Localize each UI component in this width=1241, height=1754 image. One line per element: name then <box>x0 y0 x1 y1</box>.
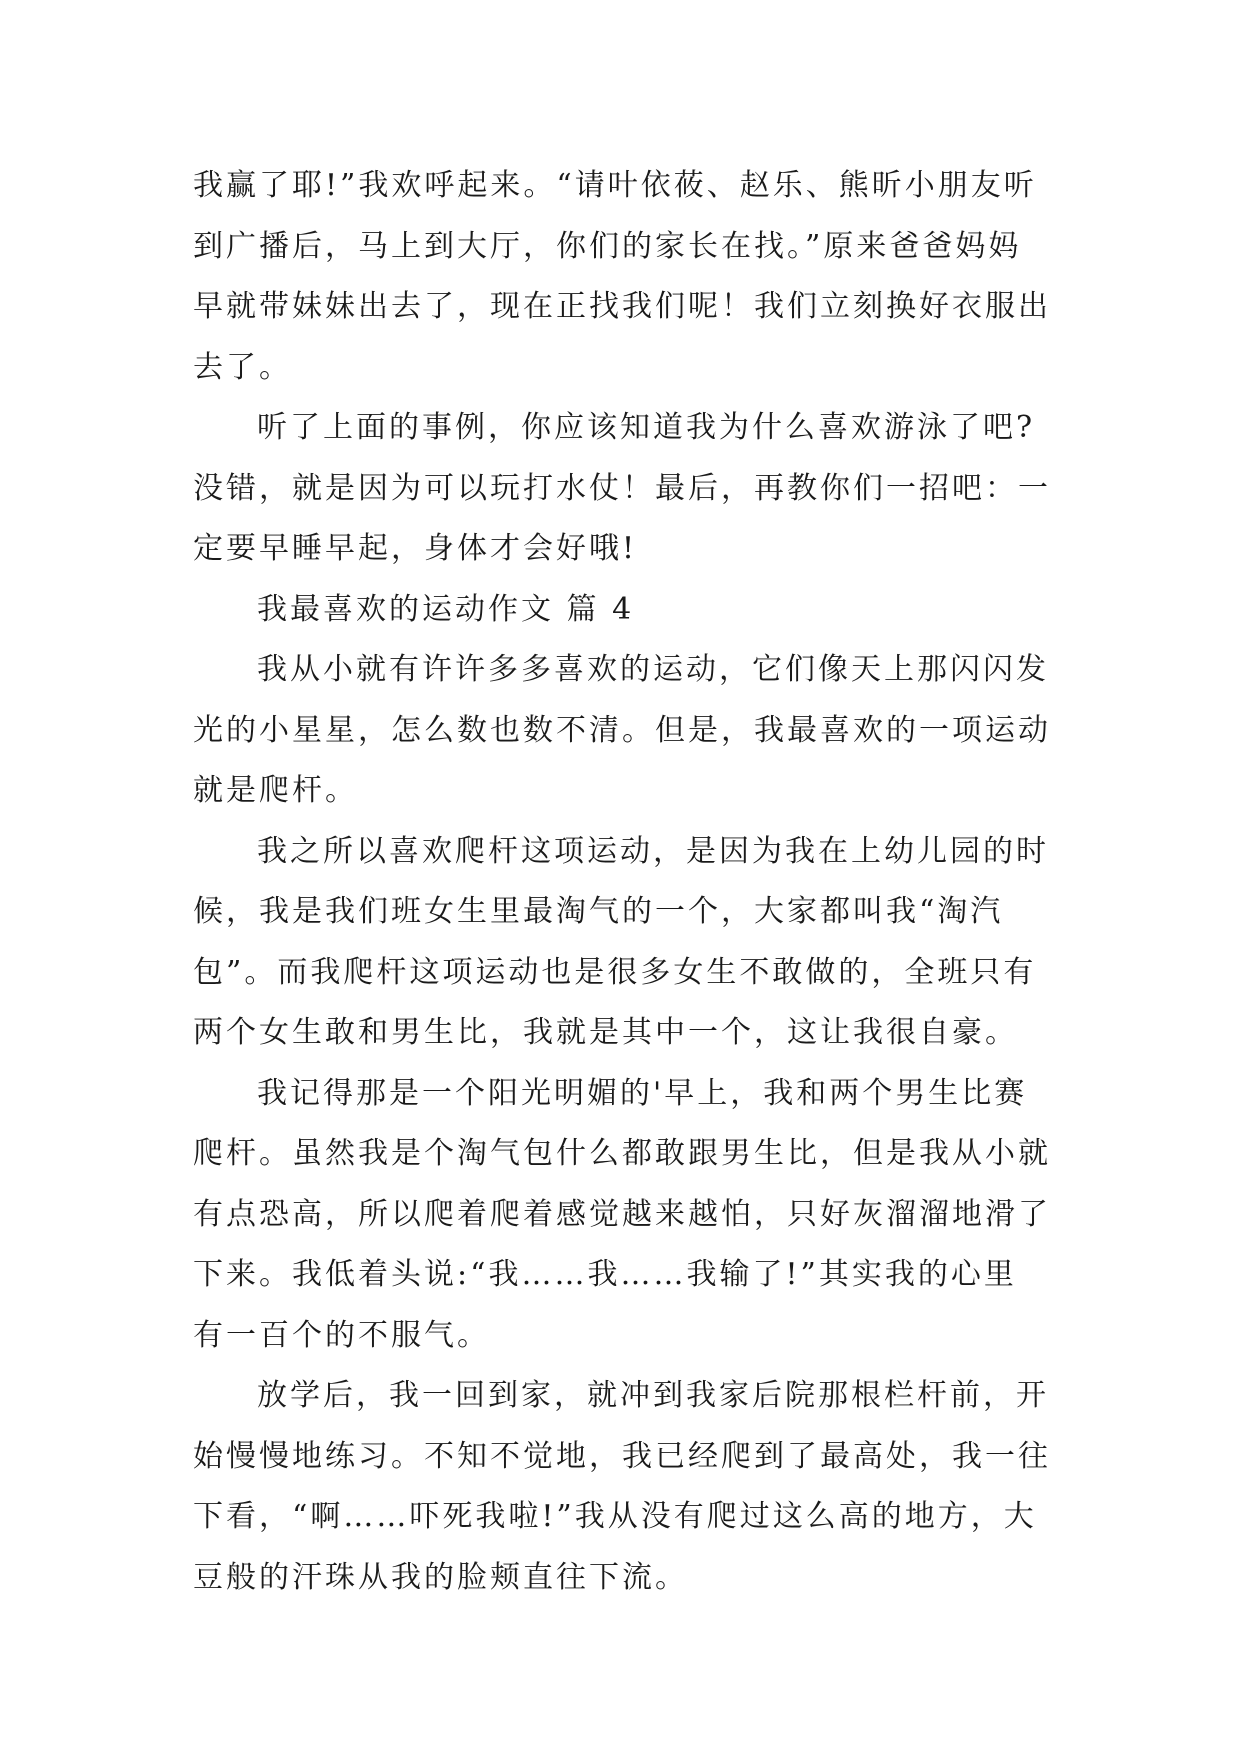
text-line: 放学后，我一回到家，就冲到我家后院那根栏杆前，开 <box>257 1378 1049 1413</box>
text-line: 没错，就是因为可以玩打水仗！最后，再教你们一招吧：一 <box>193 470 1051 506</box>
text-line: 下看，“啊……吓死我啦!”我从没有爬过这么高的地方，大 <box>193 1499 1037 1534</box>
text-line: 始慢慢地练习。不知不觉地，我已经爬到了最高处，我一往 <box>193 1438 1051 1474</box>
text-line: 到广播后，马上到大厅，你们的家长在找。”原来爸爸妈妈 <box>193 228 1022 264</box>
text-line: 听了上面的事例，你应该知道我为什么喜欢游泳了吧? <box>257 410 1036 445</box>
text-line: 豆般的汗珠从我的脸颊直往下流。 <box>193 1559 688 1595</box>
text-line: 去了。 <box>193 349 292 385</box>
text-line: 光的小星星，怎么数也数不清。但是，我最喜欢的一项运动 <box>193 712 1051 748</box>
text-line: 我赢了耶!”我欢呼起来。“请叶依莜、赵乐、熊昕小朋友听 <box>193 168 1037 203</box>
text-line: 定要早睡早起，身体才会好哦! <box>193 531 638 566</box>
text-line: 我记得那是一个阳光明媚的'早上，我和两个男生比赛 <box>257 1075 1028 1111</box>
text-line: 候，我是我们班女生里最淘气的一个，大家都叫我“淘汽 <box>193 894 1004 929</box>
text-line: 爬杆。虽然我是个淘气包什么都敢跟男生比，但是我从小就 <box>193 1136 1051 1171</box>
text-line: 就是爬杆。 <box>193 773 358 808</box>
text-line: 两个女生敢和男生比，我就是其中一个，这让我很自豪。 <box>193 1015 1018 1050</box>
text-line: 下来。我低着头说:“我……我……我输了!”其实我的心里 <box>193 1257 1017 1292</box>
text-line: 我从小就有许许多多喜欢的运动，它们像天上那闪闪发 <box>257 652 1049 687</box>
text-line: 有点恐高，所以爬着爬着感觉越来越怕，只好灰溜溜地滑了 <box>193 1196 1051 1232</box>
text-line: 早就带妹妹出去了，现在正找我们呢！我们立刻换好衣服出 <box>193 289 1051 324</box>
essay-text <box>193 156 1073 1608</box>
text-line: 包”。而我爬杆这项运动也是很多女生不敢做的，全班只有 <box>193 954 1037 990</box>
section-heading: 我最喜欢的运动作文 篇 4 <box>257 591 635 627</box>
text-line: 我之所以喜欢爬杆这项运动，是因为我在上幼儿园的时 <box>257 833 1049 869</box>
text-line: 有一百个的不服气。 <box>193 1317 490 1353</box>
